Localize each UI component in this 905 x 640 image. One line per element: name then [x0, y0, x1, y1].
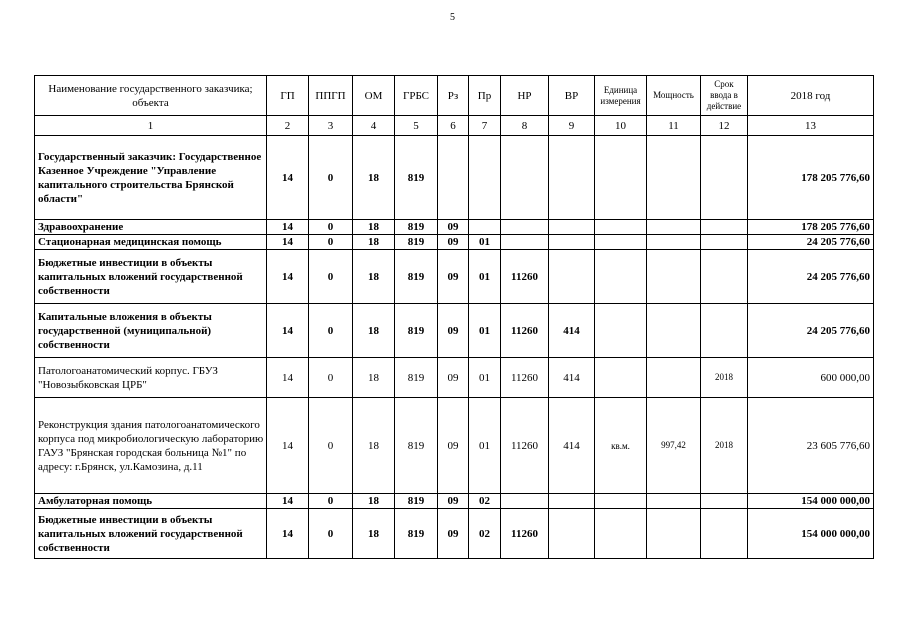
- column-number-cell: 13: [748, 116, 874, 136]
- row-gp-cell: 14: [267, 250, 309, 304]
- column-number-cell: 9: [549, 116, 595, 136]
- row-amount-cell: 154 000 000,00: [748, 509, 874, 559]
- header-cell: ОМ: [353, 76, 395, 116]
- row-gp-cell: 14: [267, 304, 309, 358]
- row-name-cell: Стационарная медицинская помощь: [35, 235, 267, 250]
- header-cell: Срок ввода в действие: [701, 76, 748, 116]
- row-amount-cell: 178 205 776,60: [748, 136, 874, 220]
- table-row: [35, 235, 874, 250]
- row-unit-cell: [595, 220, 647, 235]
- row-pr-cell: [469, 220, 501, 235]
- header-row: [35, 76, 874, 116]
- table-row: [35, 304, 874, 358]
- row-grbs-cell: 819: [395, 304, 438, 358]
- row-term-cell: [701, 220, 748, 235]
- row-rz-cell: [438, 136, 469, 220]
- column-number-cell: 10: [595, 116, 647, 136]
- row-pr-cell: 02: [469, 509, 501, 559]
- table-row: [35, 250, 874, 304]
- row-gp-cell: 14: [267, 398, 309, 494]
- row-om-cell: 18: [353, 304, 395, 358]
- row-ppgp-cell: 0: [309, 220, 353, 235]
- row-gp-cell: 14: [267, 358, 309, 398]
- row-rz-cell: 09: [438, 358, 469, 398]
- row-amount-cell: 154 000 000,00: [748, 494, 874, 509]
- row-vr-cell: [549, 250, 595, 304]
- table-body: [35, 136, 874, 559]
- header-cell: ППГП: [309, 76, 353, 116]
- row-gp-cell: 14: [267, 220, 309, 235]
- row-name-cell: Реконструкция здания патологоанатомического корпуса под микробиологическую лабораторию ГАУЗ "Брянская городская больница №1" по адресу: г.Брянск, ул.Камозина, д.11: [35, 398, 267, 494]
- table-row: [35, 358, 874, 398]
- row-nr-cell: [501, 235, 549, 250]
- header-cell: НР: [501, 76, 549, 116]
- header-cell: Наименование государственного заказчика; объекта: [35, 76, 267, 116]
- row-name-cell: Амбулаторная помощь: [35, 494, 267, 509]
- row-grbs-cell: 819: [395, 398, 438, 494]
- row-ppgp-cell: 0: [309, 398, 353, 494]
- row-amount-cell: 23 605 776,60: [748, 398, 874, 494]
- row-term-cell: [701, 494, 748, 509]
- row-unit-cell: [595, 250, 647, 304]
- row-gp-cell: 14: [267, 235, 309, 250]
- column-number-cell: 11: [647, 116, 701, 136]
- column-number-cell: 1: [35, 116, 267, 136]
- row-grbs-cell: 819: [395, 509, 438, 559]
- header-cell: ВР: [549, 76, 595, 116]
- row-rz-cell: 09: [438, 220, 469, 235]
- row-vr-cell: [549, 136, 595, 220]
- column-number-cell: 7: [469, 116, 501, 136]
- header-cell: Мощность: [647, 76, 701, 116]
- row-nr-cell: 11260: [501, 250, 549, 304]
- row-nr-cell: [501, 494, 549, 509]
- column-number-row: [35, 116, 874, 136]
- table-row: [35, 136, 874, 220]
- row-vr-cell: [549, 220, 595, 235]
- row-power-cell: 997,42: [647, 398, 701, 494]
- row-gp-cell: 14: [267, 494, 309, 509]
- row-grbs-cell: 819: [395, 235, 438, 250]
- column-number-cell: 3: [309, 116, 353, 136]
- row-amount-cell: 600 000,00: [748, 358, 874, 398]
- row-unit-cell: [595, 304, 647, 358]
- row-rz-cell: 09: [438, 509, 469, 559]
- row-pr-cell: [469, 136, 501, 220]
- row-vr-cell: [549, 509, 595, 559]
- row-rz-cell: 09: [438, 304, 469, 358]
- budget-table: [34, 75, 874, 559]
- row-power-cell: [647, 494, 701, 509]
- row-power-cell: [647, 235, 701, 250]
- row-vr-cell: 414: [549, 398, 595, 494]
- row-term-cell: [701, 509, 748, 559]
- row-pr-cell: 01: [469, 235, 501, 250]
- row-name-cell: Патологоанатомический корпус. ГБУЗ "Новозыбковская ЦРБ": [35, 358, 267, 398]
- budget-table-container: [34, 75, 873, 559]
- row-amount-cell: 24 205 776,60: [748, 235, 874, 250]
- header-cell: Пр: [469, 76, 501, 116]
- row-gp-cell: 14: [267, 509, 309, 559]
- row-nr-cell: [501, 220, 549, 235]
- row-amount-cell: 24 205 776,60: [748, 304, 874, 358]
- row-ppgp-cell: 0: [309, 494, 353, 509]
- row-grbs-cell: 819: [395, 250, 438, 304]
- row-rz-cell: 09: [438, 235, 469, 250]
- row-vr-cell: [549, 494, 595, 509]
- table-row: [35, 398, 874, 494]
- row-ppgp-cell: 0: [309, 358, 353, 398]
- row-unit-cell: [595, 136, 647, 220]
- row-unit-cell: [595, 358, 647, 398]
- table-row: [35, 494, 874, 509]
- row-name-cell: Бюджетные инвестиции в объекты капитальных вложений государственной собственности: [35, 509, 267, 559]
- row-grbs-cell: 819: [395, 220, 438, 235]
- row-grbs-cell: 819: [395, 136, 438, 220]
- row-ppgp-cell: 0: [309, 235, 353, 250]
- row-unit-cell: кв.м.: [595, 398, 647, 494]
- page-number: 5: [450, 12, 455, 23]
- row-unit-cell: [595, 494, 647, 509]
- row-om-cell: 18: [353, 398, 395, 494]
- row-om-cell: 18: [353, 358, 395, 398]
- row-nr-cell: 11260: [501, 358, 549, 398]
- row-nr-cell: 11260: [501, 304, 549, 358]
- row-term-cell: 2018: [701, 398, 748, 494]
- row-pr-cell: 01: [469, 250, 501, 304]
- row-pr-cell: 01: [469, 304, 501, 358]
- row-term-cell: [701, 304, 748, 358]
- column-number-cell: 5: [395, 116, 438, 136]
- row-gp-cell: 14: [267, 136, 309, 220]
- row-pr-cell: 02: [469, 494, 501, 509]
- column-number-cell: 12: [701, 116, 748, 136]
- row-name-cell: Государственный заказчик: Государственное Казенное Учреждение "Управление капитального строительства Брянской области": [35, 136, 267, 220]
- table-row: [35, 220, 874, 235]
- row-amount-cell: 24 205 776,60: [748, 250, 874, 304]
- row-vr-cell: [549, 235, 595, 250]
- row-grbs-cell: 819: [395, 358, 438, 398]
- row-ppgp-cell: 0: [309, 250, 353, 304]
- row-power-cell: [647, 304, 701, 358]
- row-ppgp-cell: 0: [309, 509, 353, 559]
- row-power-cell: [647, 509, 701, 559]
- row-vr-cell: 414: [549, 304, 595, 358]
- column-number-cell: 6: [438, 116, 469, 136]
- row-amount-cell: 178 205 776,60: [748, 220, 874, 235]
- row-nr-cell: 11260: [501, 509, 549, 559]
- column-number-cell: 8: [501, 116, 549, 136]
- row-power-cell: [647, 358, 701, 398]
- row-rz-cell: 09: [438, 398, 469, 494]
- row-pr-cell: 01: [469, 358, 501, 398]
- row-nr-cell: 11260: [501, 398, 549, 494]
- row-om-cell: 18: [353, 250, 395, 304]
- column-number-cell: 2: [267, 116, 309, 136]
- row-unit-cell: [595, 509, 647, 559]
- table-row: [35, 509, 874, 559]
- row-om-cell: 18: [353, 494, 395, 509]
- row-term-cell: 2018: [701, 358, 748, 398]
- header-cell: 2018 год: [748, 76, 874, 116]
- row-om-cell: 18: [353, 509, 395, 559]
- row-name-cell: Капитальные вложения в объекты государственной (муниципальной) собственности: [35, 304, 267, 358]
- row-om-cell: 18: [353, 235, 395, 250]
- row-term-cell: [701, 136, 748, 220]
- row-power-cell: [647, 250, 701, 304]
- column-number-cell: 4: [353, 116, 395, 136]
- row-term-cell: [701, 235, 748, 250]
- header-cell: ГП: [267, 76, 309, 116]
- row-om-cell: 18: [353, 136, 395, 220]
- row-ppgp-cell: 0: [309, 304, 353, 358]
- row-ppgp-cell: 0: [309, 136, 353, 220]
- row-vr-cell: 414: [549, 358, 595, 398]
- header-cell: Рз: [438, 76, 469, 116]
- row-power-cell: [647, 220, 701, 235]
- row-power-cell: [647, 136, 701, 220]
- row-om-cell: 18: [353, 220, 395, 235]
- row-unit-cell: [595, 235, 647, 250]
- header-cell: Единица измерения: [595, 76, 647, 116]
- row-name-cell: Бюджетные инвестиции в объекты капитальных вложений государственной собственности: [35, 250, 267, 304]
- row-name-cell: Здравоохранение: [35, 220, 267, 235]
- row-rz-cell: 09: [438, 250, 469, 304]
- header-cell: ГРБС: [395, 76, 438, 116]
- row-pr-cell: 01: [469, 398, 501, 494]
- row-term-cell: [701, 250, 748, 304]
- row-nr-cell: [501, 136, 549, 220]
- row-grbs-cell: 819: [395, 494, 438, 509]
- row-rz-cell: 09: [438, 494, 469, 509]
